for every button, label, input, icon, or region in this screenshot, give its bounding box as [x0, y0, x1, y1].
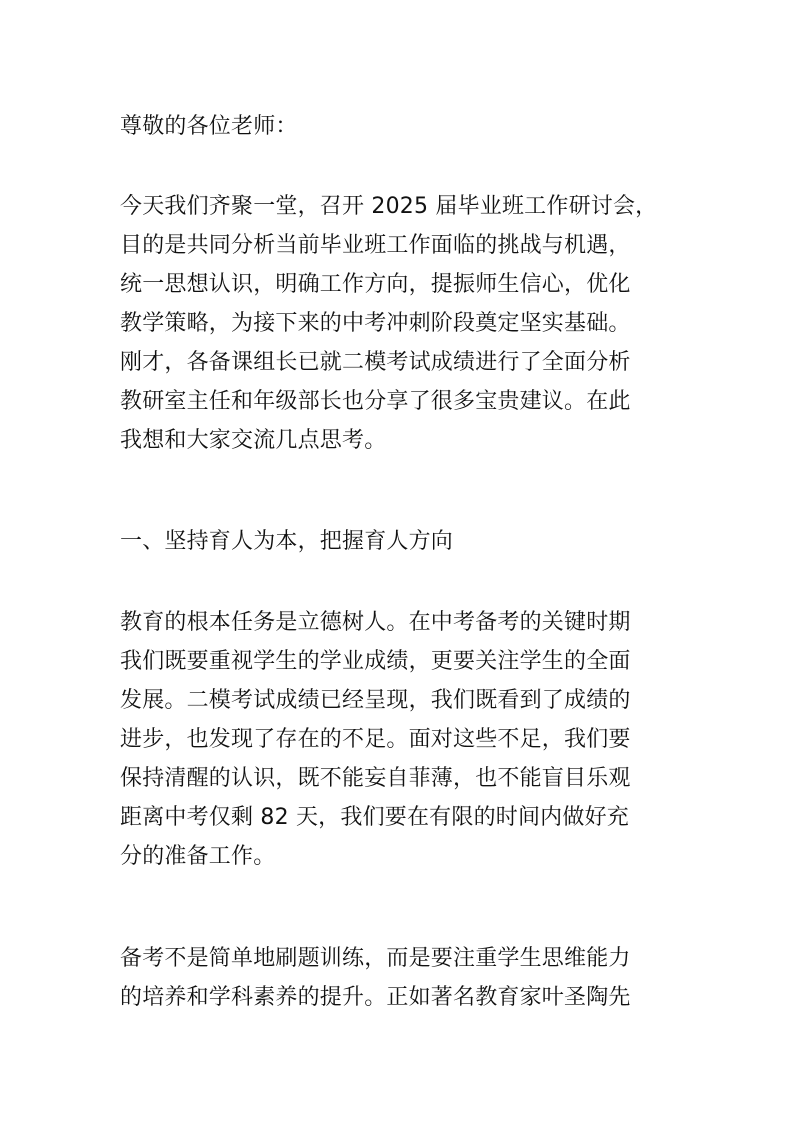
paragraph-line: 保持清醒的认识，既不能妄自菲薄，也不能盲目乐观	[120, 766, 631, 791]
paragraph-line: 备考不是简单地刷题训练，而是要注重学生思维能力	[120, 946, 631, 971]
paragraph-line: 今天我们齐聚一堂，召开 2025 届毕业班工作研讨会，	[120, 194, 658, 219]
paragraph-line: 我想和大家交流几点思考。	[120, 428, 387, 453]
paragraph-line: 距离中考仅剩 82 天，我们要在有限的时间内做好充	[120, 805, 629, 830]
paragraph-line: 教研室主任和年级部长也分享了很多宝贵建议。在此	[120, 389, 631, 414]
paragraph-line: 教学策略，为接下来的中考冲刺阶段奠定坚实基础。	[120, 311, 631, 336]
paragraph-line: 进步，也发现了存在的不足。面对这些不足，我们要	[120, 727, 631, 752]
paragraph-line: 发展。二模考试成绩已经呈现，我们既看到了成绩的	[120, 688, 631, 713]
paragraph-line: 教育的根本任务是立德树人。在中考备考的关键时期	[120, 610, 631, 635]
paragraph-line: 的培养和学科素养的提升。正如著名教育家叶圣陶先	[120, 985, 631, 1010]
paragraph-line: 分的准备工作。	[120, 844, 276, 869]
section-heading: 一、坚持育人为本，把握育人方向	[120, 529, 454, 554]
paragraph-line: 刚才，各备课组长已就二模考试成绩进行了全面分析	[120, 350, 631, 375]
paragraph-line: 统一思想认识，明确工作方向，提振师生信心，优化	[120, 272, 631, 297]
salutation: 尊敬的各位老师：	[120, 114, 298, 139]
paragraph-line: 目的是共同分析当前毕业班工作面临的挑战与机遇，	[120, 233, 631, 258]
paragraph-line: 我们既要重视学生的学业成绩，更要关注学生的全面	[120, 649, 631, 674]
